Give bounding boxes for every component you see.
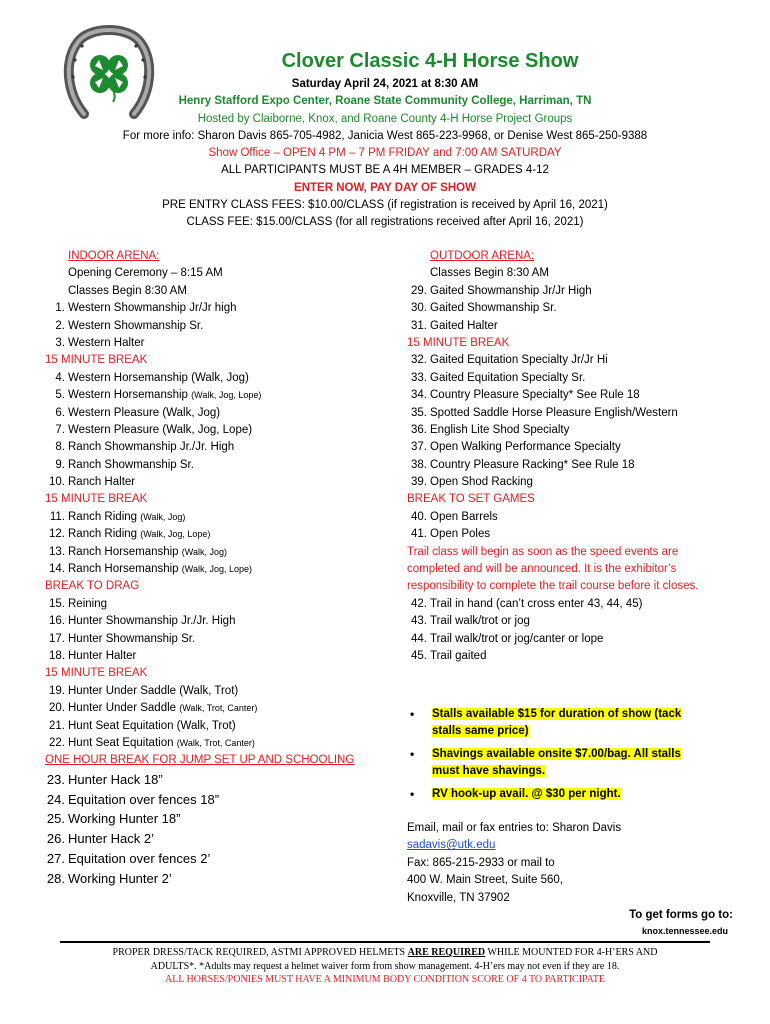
required-emphasis: ARE REQUIRED [407, 947, 486, 958]
list-item: 24. Equitation over fences 18” [46, 791, 220, 807]
email-link[interactable]: sadavis@utk.edu [407, 839, 496, 852]
footer-notice: PROPER DRESS/TACK REQUIRED, ASTMI APPROVED HELMETS ARE REQUIRED WHILE MOUNTED FOR 4-H’ERS AND ADULTS*. *Adults may request a helmet waiver form from show management. 4-H’ers may not even if they are 18. ALL HORSES/PONIES MUST HAVE A MINIMUM BODY CONDITION SCORE OF 4 TO PARTICIPATE [60, 941, 710, 993]
list-item: 14. Ranch Horsemanship (Walk, Jog, Lope) [49, 563, 252, 576]
stalls-notice: • Stalls available $15 for duration of show (tack stalls same price) [410, 707, 682, 738]
list-item: 40. Open Barrels [411, 510, 498, 523]
rv-notice: • RV hook-up avail. @ $30 per night. [410, 786, 621, 801]
list-item: 32. Gaited Equitation Specialty Jr/Jr Hi [411, 354, 608, 367]
pre-entry-fee: PRE ENTRY CLASS FEES: $10.00/CLASS (if registration is received by April 16, 2021) [162, 199, 608, 212]
forms-label: To get forms go to: [629, 909, 733, 921]
break-label: 15 MINUTE BREAK [407, 336, 510, 349]
list-item: 1. Western Showmanship Jr/Jr high [55, 302, 237, 315]
list-item: 20. Hunter Under Saddle (Walk, Trot, Canter) [49, 702, 258, 715]
bullet-icon: • [410, 746, 415, 761]
city-address: Knoxville, TN 37902 [407, 891, 510, 904]
list-item: 28. Working Hunter 2’ [46, 870, 172, 886]
list-item: 39. Open Shod Racking [411, 476, 533, 489]
list-item: 37. Open Walking Performance Specialty [411, 441, 621, 454]
list-item: 29. Gaited Showmanship Jr/Jr High [411, 284, 592, 297]
entry-contact [407, 820, 737, 907]
list-item: 8. Ranch Showmanship Jr./Jr. High [55, 441, 235, 454]
contact-info: For more info: Sharon Davis 865-705-4982, Janicia West 865-223-9968, or Denise West 865-250-9388 [122, 129, 648, 142]
list-item: 6. Western Pleasure (Walk, Jog) [55, 406, 221, 419]
helmet-waiver-note: ADULTS*. *Adults may request a helmet waiver form from show management. 4-H’ers may not even if they are 18. [150, 960, 620, 972]
list-item: 19. Hunter Under Saddle (Walk, Trot) [49, 684, 239, 697]
list-item: 2. Western Showmanship Sr. [55, 319, 204, 332]
break-label: 15 MINUTE BREAK [45, 493, 148, 506]
bullet-icon: • [410, 786, 415, 801]
list-item: 17. Hunter Showmanship Sr. [49, 632, 196, 645]
list-item: 22. Hunt Seat Equitation (Walk, Trot, Canter) [49, 736, 255, 749]
indoor-heading: INDOOR ARENA: [68, 250, 160, 262]
outdoor-classes-begin: Classes Begin 8:30 AM [430, 267, 549, 280]
list-item: 7. Western Pleasure (Walk, Jog, Lope) [55, 423, 253, 436]
outdoor-arena-list [405, 248, 735, 665]
amenities-notices [410, 706, 710, 808]
list-item: 3. Western Halter [55, 336, 145, 349]
event-date: Saturday April 24, 2021 at 8:30 AM [291, 78, 479, 90]
list-item: 26. Hunter Hack 2’ [46, 831, 154, 847]
event-venue: Henry Stafford Expo Center, Roane State Community College, Harriman, TN [178, 95, 592, 108]
enter-now-notice: ENTER NOW, PAY DAY OF SHOW [294, 181, 476, 194]
event-title: Clover Classic 4-H Horse Show [281, 50, 579, 72]
shavings-notice: • Shavings available onsite $7.00/bag. All stalls must have shavings. [410, 746, 681, 778]
opening-ceremony: Opening Ceremony – 8:15 AM [68, 267, 223, 280]
list-item: 16. Hunter Showmanship Jr./Jr. High [49, 615, 236, 628]
list-item: 31. Gaited Halter [411, 319, 498, 332]
break-label: ONE HOUR BREAK FOR JUMP SET UP AND SCHOOLING [45, 754, 355, 767]
list-item: 42. Trail in hand (can’t cross enter 43, 44, 45) [411, 597, 643, 610]
forms-site-link[interactable]: knox.tennessee.edu [641, 926, 728, 936]
list-item: 11. Ranch Riding (Walk, Jog) [49, 510, 186, 523]
show-office-hours: Show Office – OPEN 4 PM – 7 PM FRIDAY and 7:00 AM SATURDAY [208, 147, 562, 160]
outdoor-heading: OUTDOOR ARENA: [430, 250, 535, 262]
list-item: 5. Western Horsemanship (Walk, Jog, Lope) [55, 389, 262, 402]
list-item: 21. Hunt Seat Equitation (Walk, Trot) [49, 719, 236, 732]
break-label: BREAK TO SET GAMES [407, 493, 535, 506]
list-item: 9. Ranch Showmanship Sr. [55, 458, 194, 471]
trail-class-note: Trail class will begin as soon as the speed events are completed and will be announced. It is the exhibitor’s responsibility to complete the trail course before it closes. [407, 545, 699, 593]
list-item: 23. Hunter Hack 18” [46, 771, 163, 787]
list-item: 44. Trail walk/trot or jog/canter or lope [411, 632, 604, 645]
list-item: 38. Country Pleasure Racking* See Rule 18 [411, 458, 635, 471]
body-condition-notice: ALL HORSES/PONIES MUST HAVE A MINIMUM BODY CONDITION SCORE OF 4 TO PARTICIPATE [164, 974, 606, 985]
list-item: 35. Spotted Saddle Horse Pleasure English/Western [411, 406, 678, 419]
street-address: 400 W. Main Street, Suite 560, [407, 874, 563, 887]
participant-requirement: ALL PARTICIPANTS MUST BE A 4H MEMBER – GRADES 4-12 [221, 164, 549, 177]
list-item: 13. Ranch Horsemanship (Walk, Jog) [49, 545, 227, 558]
fax-line: Fax: 865-215-2933 or mail to [407, 856, 555, 869]
list-item: 18. Hunter Halter [49, 649, 137, 662]
break-label: 15 MINUTE BREAK [45, 667, 148, 680]
list-item: 10. Ranch Halter [49, 476, 136, 489]
list-item: 4. Western Horsemanship (Walk, Jog) [55, 371, 249, 384]
forms-info [408, 907, 733, 939]
list-item: 30. Gaited Showmanship Sr. [411, 302, 557, 315]
list-item: 43. Trail walk/trot or jog [411, 615, 530, 628]
indoor-arena-list [43, 248, 383, 889]
list-item: 12. Ranch Riding (Walk, Jog, Lope) [49, 528, 211, 541]
list-item: 41. Open Poles [411, 528, 491, 541]
indoor-classes-begin: Classes Begin 8:30 AM [68, 284, 187, 297]
list-item: 33. Gaited Equitation Specialty Sr. [411, 371, 586, 384]
list-item: 36. English Lite Shod Specialty [411, 423, 570, 436]
event-hosts: Hosted by Claiborne, Knox, and Roane County 4-H Horse Project Groups [197, 112, 573, 125]
list-item: 34. Country Pleasure Specialty* See Rule 18 [411, 389, 640, 402]
break-label: BREAK TO DRAG [45, 580, 140, 593]
event-header [0, 48, 770, 232]
list-item: 27. Equitation over fences 2’ [46, 850, 211, 866]
bullet-icon: • [410, 707, 415, 721]
class-fee: CLASS FEE: $15.00/CLASS (for all registrations received after April 16, 2021) [186, 216, 584, 229]
list-item: 45. Trail gaited [411, 650, 487, 663]
break-label: 15 MINUTE BREAK [45, 354, 148, 367]
list-item: 25. Working Hunter 18” [46, 811, 181, 827]
entry-instructions: Email, mail or fax entries to: Sharon Davis [407, 822, 622, 834]
list-item: 15. Reining [49, 597, 107, 610]
